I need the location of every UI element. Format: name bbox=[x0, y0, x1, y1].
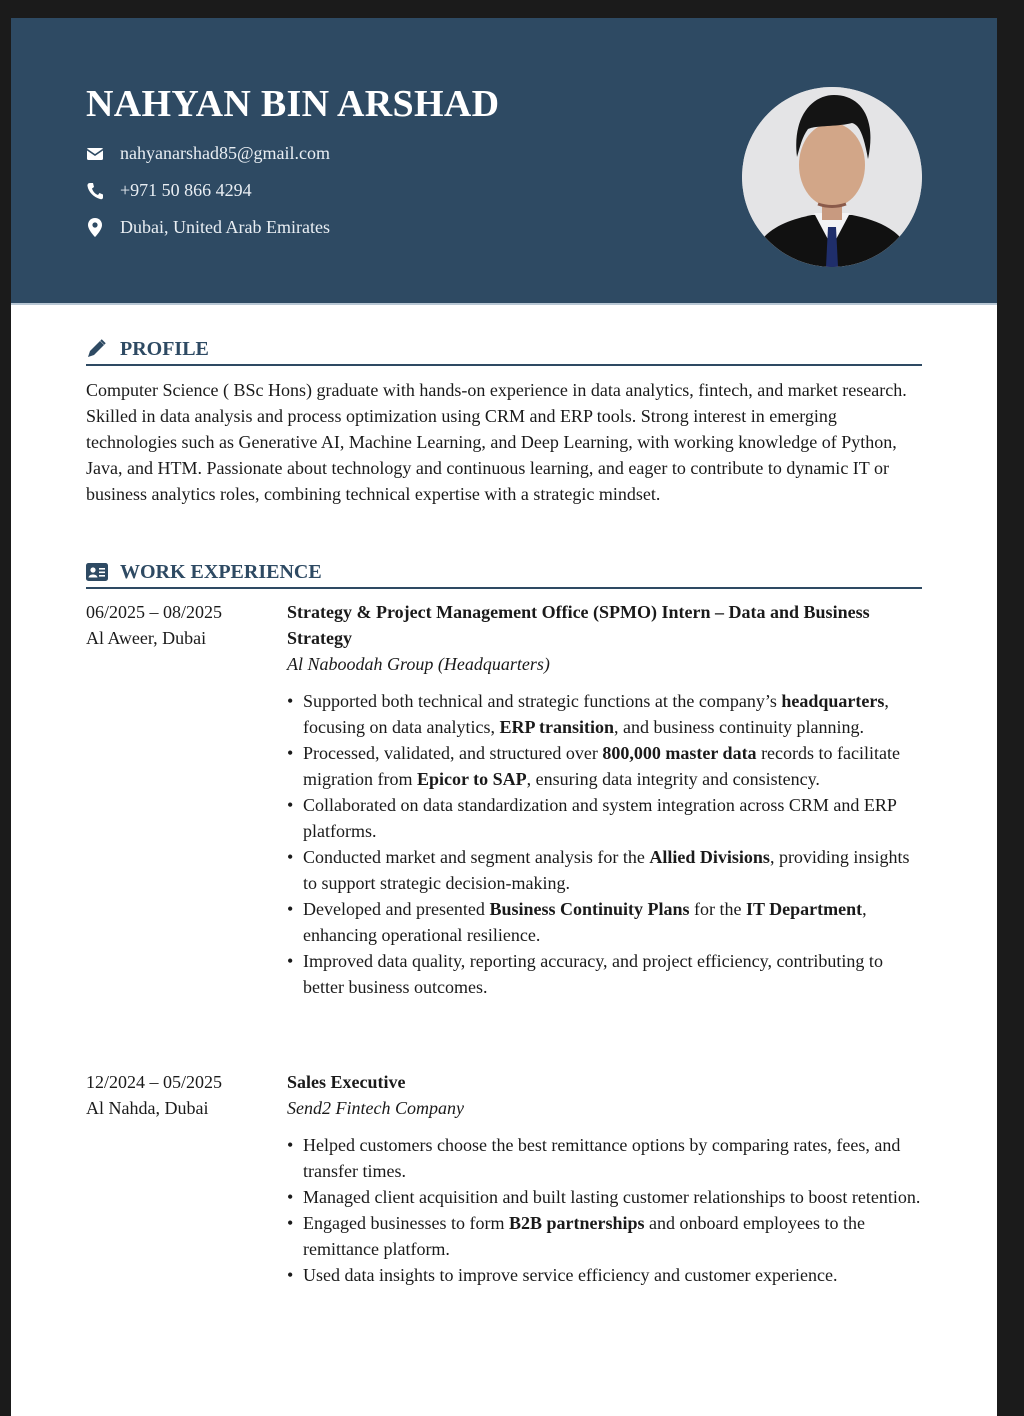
job-dates: 12/2024 – 05/2025 bbox=[86, 1072, 223, 1092]
phone-text: +971 50 866 4294 bbox=[120, 180, 252, 200]
bullet-segment: , focusing on data analytics, bbox=[303, 691, 889, 737]
work-experience-section bbox=[86, 559, 922, 589]
bullet-segment: ERP transition bbox=[499, 717, 614, 737]
job-bullet bbox=[287, 1262, 927, 1288]
id-card-icon bbox=[86, 562, 108, 582]
contact-phone bbox=[86, 180, 252, 201]
bullet-segment: Collaborated on data standardization and system integration across CRM and ERP platforms. bbox=[303, 795, 897, 841]
job-title: Strategy & Project Management Office (SPMO) Intern – Data and Business Strategy bbox=[287, 602, 870, 648]
resume-header bbox=[11, 18, 997, 305]
bullet-segment: Managed client acquisition and built lasting customer relationships to boost retention. bbox=[303, 1187, 921, 1207]
bullet-segment: Business Continuity Plans bbox=[489, 899, 690, 919]
job-details bbox=[287, 1069, 927, 1288]
phone-icon bbox=[86, 182, 104, 200]
job-bullets bbox=[287, 1132, 927, 1288]
bullet-segment: , enhancing operational resilience. bbox=[303, 899, 867, 945]
bullet-segment: Processed, validated, and structured over bbox=[303, 743, 603, 763]
bullet-segment: Improved data quality, reporting accuracy, and project efficiency, contributing to better business outcomes. bbox=[303, 951, 883, 997]
resume-page bbox=[11, 18, 997, 1416]
bullet-segment: 800,000 master data bbox=[602, 743, 757, 763]
email-text: nahyanarshad85@gmail.com bbox=[120, 143, 331, 163]
bullet-segment: B2B partnerships bbox=[508, 1213, 645, 1233]
work-experience-title: WORK EXPERIENCE bbox=[120, 560, 322, 583]
bullet-segment: Engaged businesses to form bbox=[303, 1213, 509, 1233]
profile-photo bbox=[742, 87, 922, 267]
contact-location bbox=[86, 217, 330, 238]
job-bullet bbox=[287, 1132, 927, 1184]
bullet-segment: Used data insights to improve service efficiency and customer experience. bbox=[303, 1265, 838, 1285]
bullet-segment: Supported both technical and strategic functions at the company’s bbox=[303, 691, 782, 711]
profile-title: PROFILE bbox=[120, 337, 209, 360]
profile-summary: Computer Science ( BSc Hons) graduate with hands-on experience in data analytics, fintech, and market research. Skilled in data analysis and process optimization using CRM and ERP tools. Strong interest in emerging technologies such as Generative AI, Machine Learning, and Deep Learning, with working knowledge of Python, Java, and HTM. Passionate about technology and continuous learning, and eager to contribute to dynamic IT or business analytics roles, combining technical expertise with a strategic mindset. bbox=[86, 380, 907, 504]
bullet-segment: Helped customers choose the best remittance options by comparing rates, fees, and transfer times. bbox=[303, 1135, 901, 1181]
job-location: Al Aweer, Dubai bbox=[86, 628, 207, 648]
job-bullet bbox=[287, 896, 927, 948]
contact-email bbox=[86, 143, 330, 164]
bullet-segment: IT Department bbox=[746, 899, 863, 919]
job-company: Send2 Fintech Company bbox=[287, 1098, 464, 1118]
bullet-segment: Allied Divisions bbox=[649, 847, 770, 867]
job-bullet bbox=[287, 740, 927, 792]
profile-section bbox=[86, 336, 922, 507]
job-location: Al Nahda, Dubai bbox=[86, 1098, 209, 1118]
bullet-segment: , providing insights to support strategic decision-making. bbox=[303, 847, 910, 893]
job-company: Al Naboodah Group (Headquarters) bbox=[287, 654, 550, 674]
job-dates: 06/2025 – 08/2025 bbox=[86, 602, 223, 622]
job-bullet bbox=[287, 688, 927, 740]
work-experience-heading bbox=[86, 559, 922, 589]
bullet-segment: and onboard employees to the remittance platform. bbox=[303, 1213, 865, 1259]
location-text: Dubai, United Arab Emirates bbox=[120, 217, 330, 237]
bullet-segment: Developed and presented bbox=[303, 899, 490, 919]
job-bullet bbox=[287, 948, 927, 1000]
bullet-segment: Epicor to SAP bbox=[416, 769, 527, 789]
bullet-segment: headquarters bbox=[781, 691, 885, 711]
job-bullets bbox=[287, 688, 927, 1000]
location-pin-icon bbox=[86, 219, 104, 237]
bullet-segment: Conducted market and segment analysis for the bbox=[303, 847, 650, 867]
candidate-name: NAHYAN BIN ARSHAD bbox=[86, 83, 500, 125]
pencil-icon bbox=[86, 339, 108, 359]
job-bullet bbox=[287, 844, 927, 896]
job-title: Sales Executive bbox=[287, 1072, 406, 1092]
bullet-segment: , and business continuity planning. bbox=[613, 717, 864, 737]
job-bullet bbox=[287, 1210, 927, 1262]
job-meta bbox=[86, 599, 276, 651]
job-bullet bbox=[287, 1184, 927, 1210]
bullet-segment: , ensuring data integrity and consistency. bbox=[526, 769, 820, 789]
job-bullet bbox=[287, 792, 927, 844]
bullet-segment: records to facilitate migration from bbox=[303, 743, 900, 789]
profile-heading bbox=[86, 336, 922, 366]
envelope-icon bbox=[86, 145, 104, 163]
bullet-segment: for the bbox=[689, 899, 746, 919]
job-meta bbox=[86, 1069, 276, 1121]
job-details bbox=[287, 599, 927, 1000]
